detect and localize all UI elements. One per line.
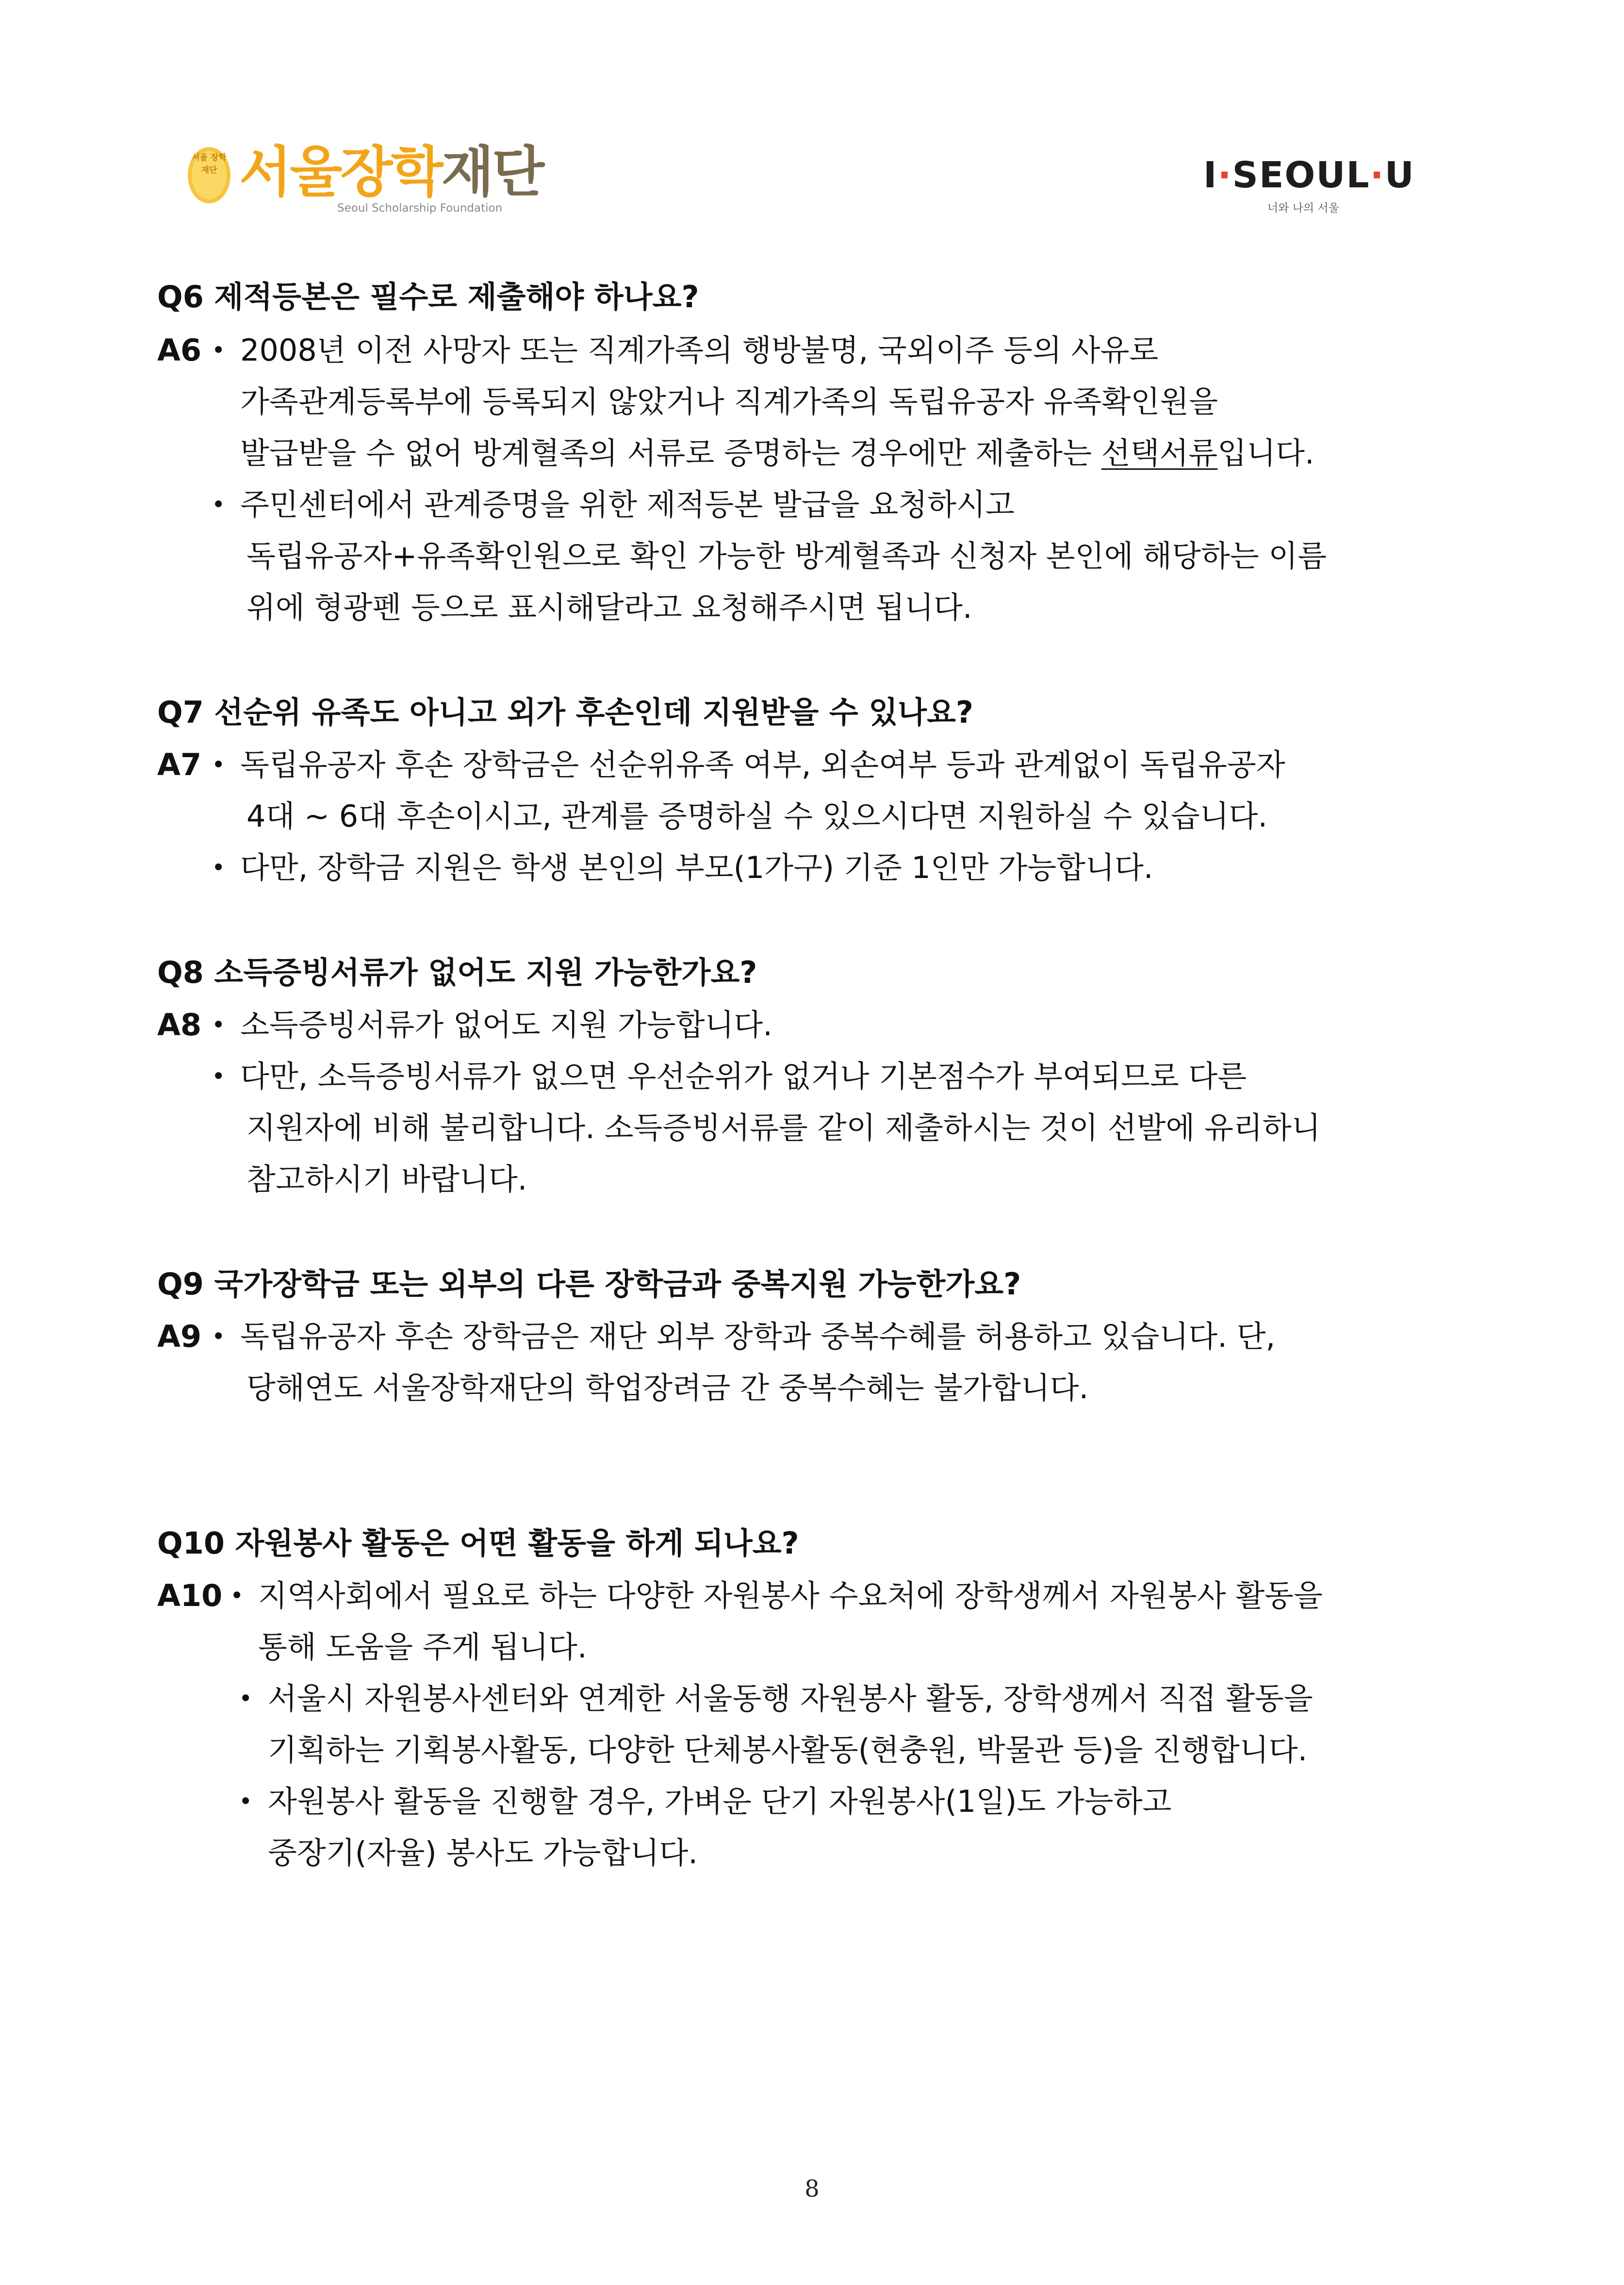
answer-text: 발급받을 수 없어 방계혈족의 서류로 증명하는 경우에만 제출하는	[240, 435, 1101, 471]
faq-answer-line: 당해연도 서울장학재단의 학업장려금 간 중복수혜는 불가합니다.	[246, 1370, 1089, 1406]
bullet-icon: •	[239, 1685, 253, 1712]
i-seoul-u-wordmark	[1203, 154, 1415, 196]
faq-answer-line: 기획하는 기획봉사활동, 다양한 단체봉사활동(현충원, 박물관 등)을 진행합니다.	[268, 1732, 1308, 1768]
brand-dot-1: ·	[1217, 154, 1232, 196]
faq-answer-label-a6: A6	[157, 332, 202, 368]
faq-answer-line: 독립유공자+유족확인원으로 확인 가능한 방계혈족과 신청자 본인에 해당하는 이름	[246, 538, 1327, 574]
brand-dot-2: ·	[1370, 154, 1385, 196]
faq-answer-line: 중장기(자율) 봉사도 가능합니다.	[268, 1835, 698, 1871]
faq-answer-line: 소득증빙서류가 없어도 지원 가능합니다.	[240, 1007, 772, 1043]
faq-answer-line: 2008년 이전 사망자 또는 직계가족의 행방불명, 국외이주 등의 사유로	[240, 332, 1159, 368]
faq-answer-line: 지역사회에서 필요로 하는 다양한 자원봉사 수요처에 장학생께서 자원봉사 활동을	[258, 1578, 1323, 1613]
faq-answer-line: 다만, 장학금 지원은 학생 본인의 부모(1가구) 기준 1인만 가능합니다.	[240, 850, 1153, 885]
brand-i: I	[1203, 154, 1218, 196]
faq-question-q9: Q9 국가장학금 또는 외부의 다른 장학금과 중복지원 가능한가요?	[157, 1266, 1021, 1302]
faq-answer-line: 서울시 자원봉사센터와 연계한 서울동행 자원봉사 활동, 장학생께서 직접 활동을	[268, 1681, 1313, 1716]
i-seoul-u-subtitle: 너와 나의 서울	[1267, 202, 1339, 215]
bullet-icon: •	[212, 337, 226, 364]
seoul-scholarship-foundation-logo	[186, 140, 543, 222]
logo-wordmark-brown: 재단	[441, 141, 543, 204]
faq-answer-line: 참고하시기 바랍니다.	[246, 1161, 527, 1197]
faq-question-q7: Q7 선순위 유족도 아니고 외가 후손인데 지원받을 수 있나요?	[157, 695, 974, 730]
faq-question-q6: Q6 제적등본은 필수로 제출해야 하나요?	[157, 279, 699, 315]
answer-text: 입니다.	[1217, 435, 1314, 471]
faq-answer-line: 위에 형광펜 등으로 표시해달라고 요청해주시면 됩니다.	[246, 590, 972, 625]
faq-answer-label-a7: A7	[157, 747, 202, 782]
bullet-icon: •	[239, 1788, 253, 1815]
underlined-term: 선택서류	[1101, 435, 1218, 471]
brand-u: U	[1384, 154, 1415, 196]
page-number: 8	[804, 2175, 820, 2202]
bullet-icon: •	[212, 1011, 226, 1039]
logo-wordmark-yellow: 서울장학	[239, 141, 442, 204]
logo-wordmark	[239, 141, 542, 204]
bullet-icon: •	[212, 751, 226, 778]
bullet-icon: •	[230, 1582, 244, 1609]
faq-question-q8: Q8 소득증빙서류가 없어도 지원 가능한가요?	[157, 955, 757, 990]
i-seoul-u-logo	[1203, 154, 1427, 222]
faq-answer-line: 다만, 소득증빙서류가 없으면 우선순위가 없거나 기본점수가 부여되므로 다른	[240, 1059, 1247, 1094]
faq-answer-line: 독립유공자 후손 장학금은 선순위유족 여부, 외손여부 등과 관계없이 독립유공자	[240, 747, 1285, 782]
faq-answer-label-a10: A10	[157, 1578, 223, 1613]
faq-answer-line: 독립유공자 후손 장학금은 재단 외부 장학과 중복수혜를 허용하고 있습니다. 단,	[240, 1319, 1276, 1354]
logo-subtitle: Seoul Scholarship Foundation	[337, 202, 503, 215]
bullet-icon: •	[212, 854, 226, 881]
faq-answer-line	[240, 434, 1314, 473]
faq-answer-line: 가족관계등록부에 등록되지 않았거나 직계가족의 독립유공자 유족확인원을	[240, 384, 1218, 419]
seal-text: 서울 장학 재단	[192, 153, 227, 175]
bullet-icon: •	[212, 1323, 226, 1350]
faq-answer-line: 자원봉사 활동을 진행할 경우, 가벼운 단기 자원봉사(1일)도 가능하고	[268, 1784, 1172, 1819]
bullet-icon: •	[212, 491, 226, 518]
faq-answer-line: 지원자에 비해 불리합니다. 소득증빙서류를 같이 제출하시는 것이 선발에 유리하니	[246, 1110, 1321, 1145]
faq-answer-label-a9: A9	[157, 1319, 202, 1354]
brand-seoul: SEOUL	[1232, 154, 1370, 196]
bullet-icon: •	[212, 1063, 226, 1090]
faq-question-q10: Q10 자원봉사 활동은 어떤 활동을 하게 되나요?	[157, 1525, 799, 1561]
faq-answer-line: 주민센터에서 관계증명을 위한 제적등본 발급을 요청하시고	[240, 487, 1015, 522]
faq-answer-line: 통해 도움을 주게 됩니다.	[258, 1629, 587, 1665]
faq-answer-label-a8: A8	[157, 1007, 202, 1043]
faq-answer-line: 4대 ~ 6대 후손이시고, 관계를 증명하실 수 있으시다면 지원하실 수 있습니다.	[246, 798, 1268, 834]
